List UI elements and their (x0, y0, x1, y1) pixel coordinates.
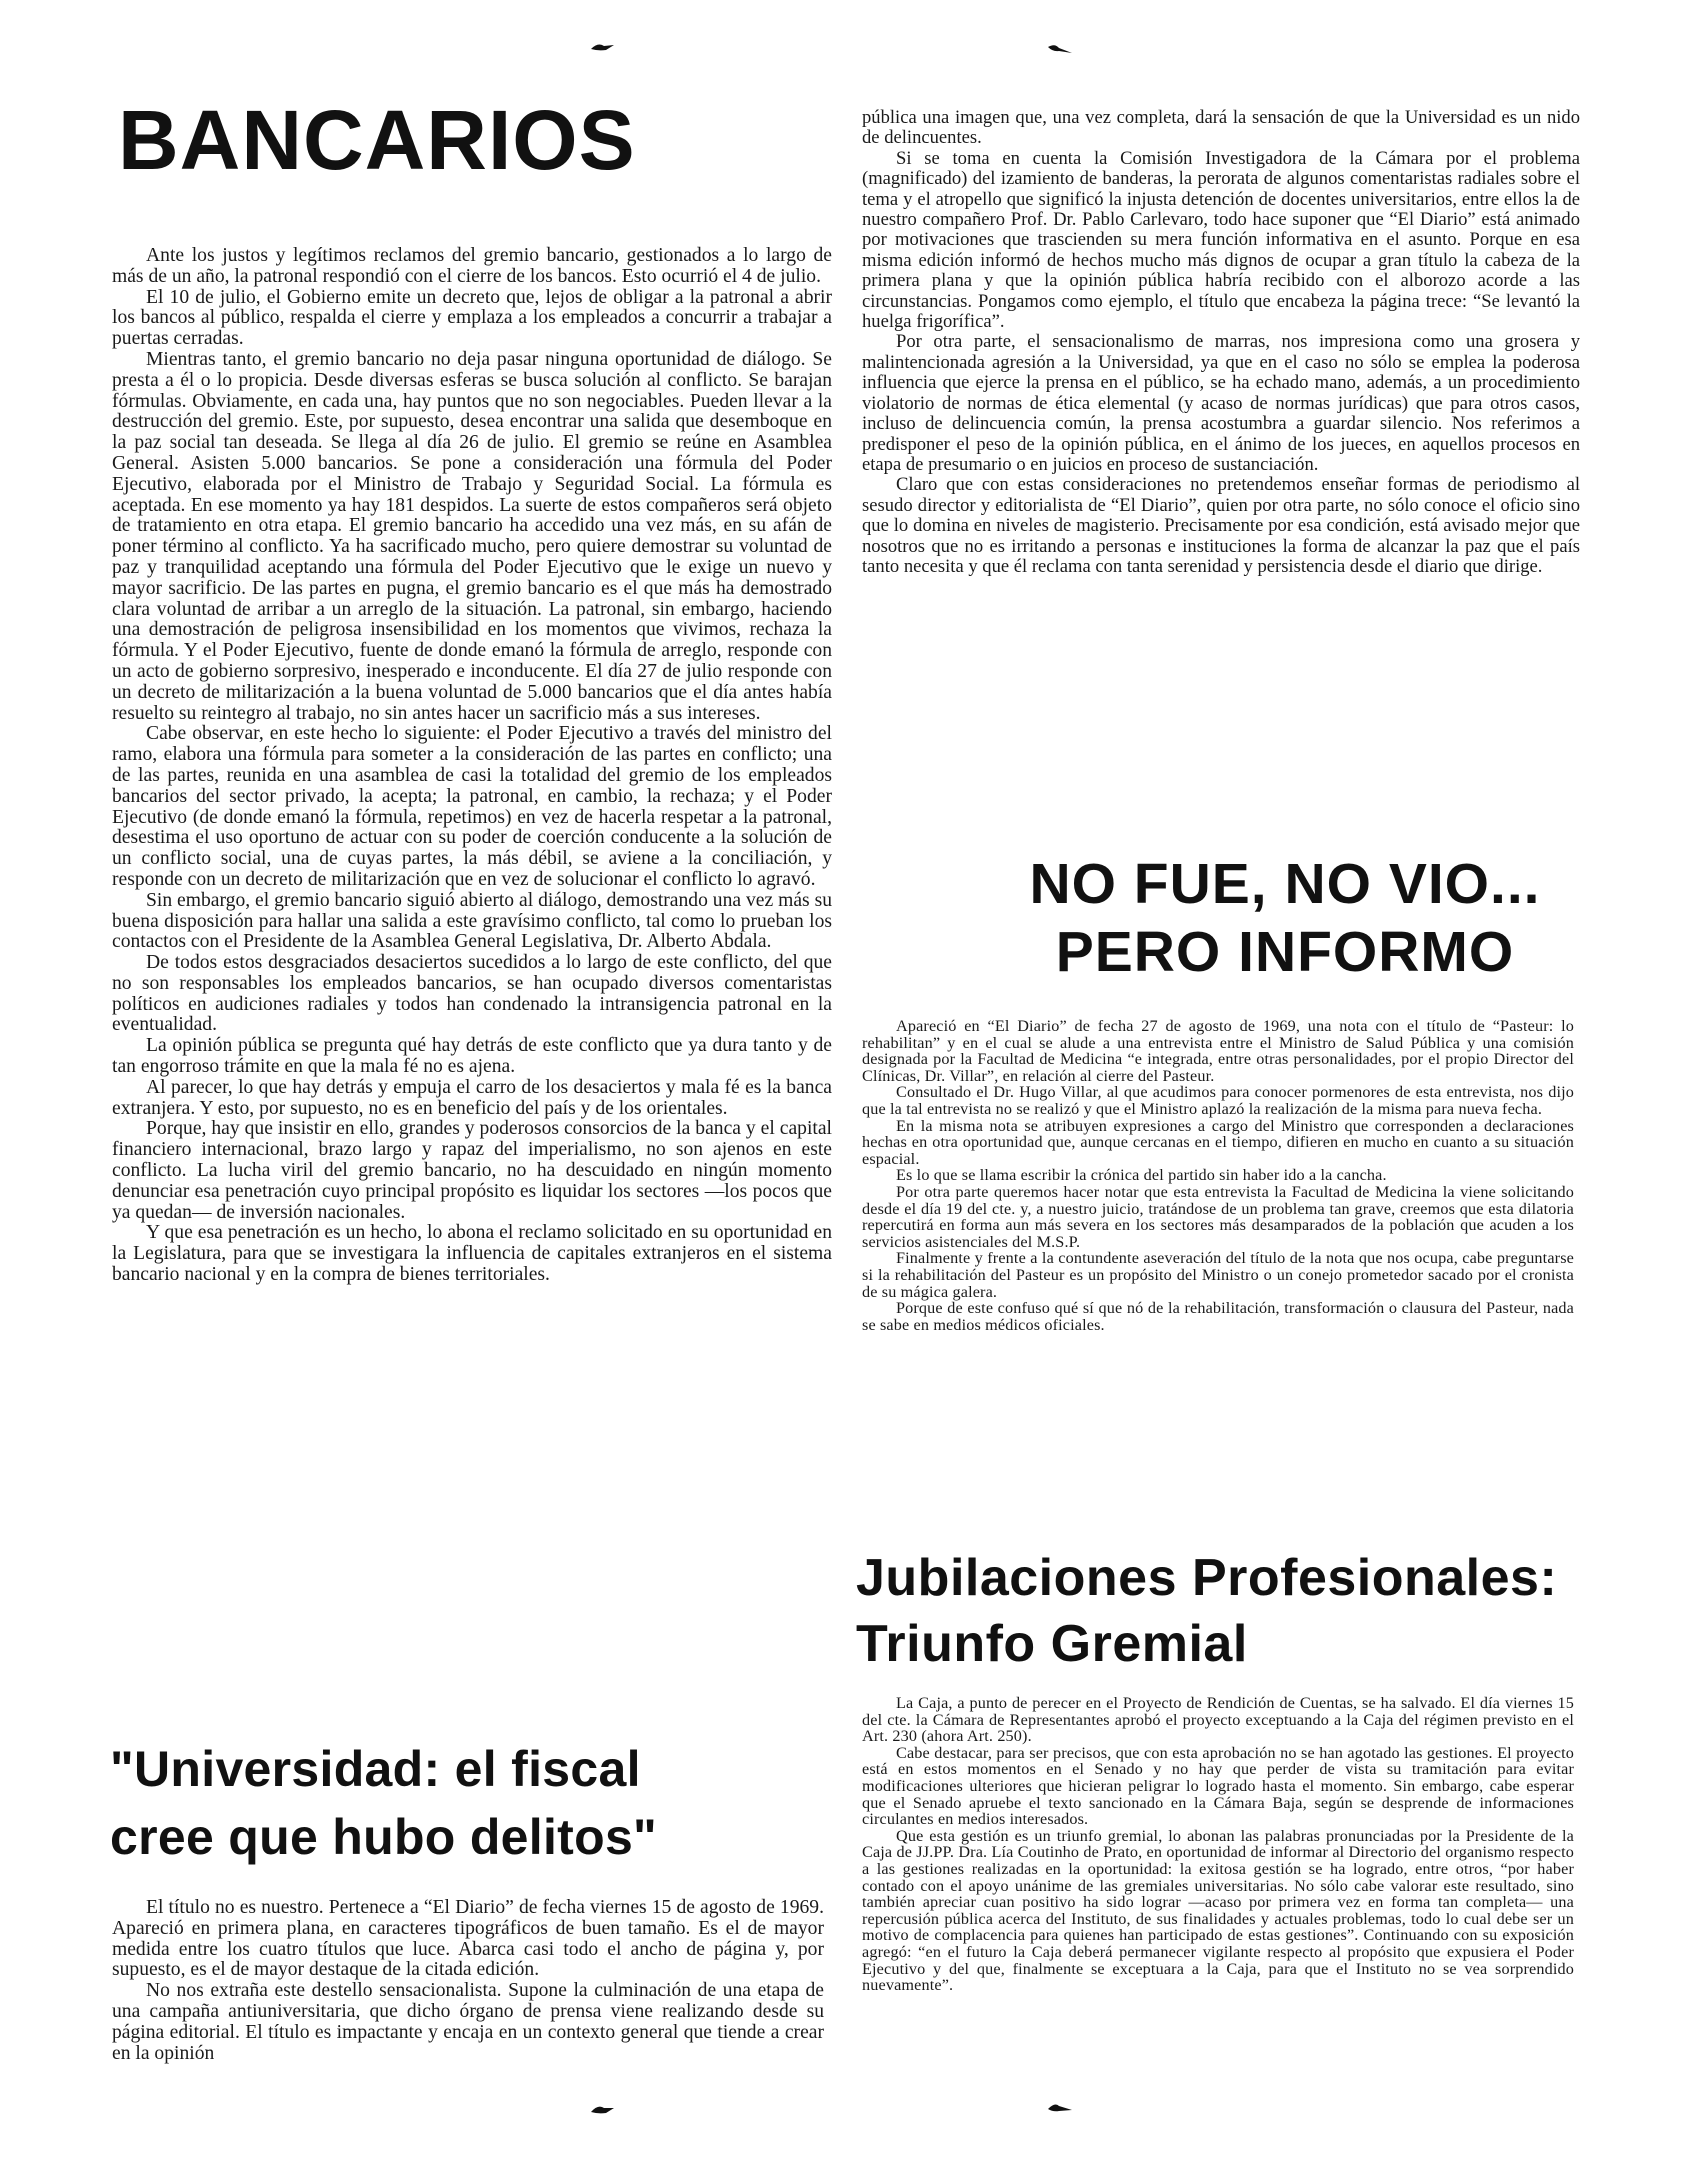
no-fue-title-line: PERO INFORMO (1055, 920, 1515, 984)
jubilaciones-title-line: Jubilaciones Profesionales: (856, 1549, 1558, 1607)
no-fue-paragraph: Apareció en “El Diario” de fecha 27 de agosto de 1969, una nota con el título de “Pasteur: lo rehabilitan” y en el cual se alude a una entrevista entre el Ministro de Salud Pública y una comisión designada por la Facultad de Medicina “e integrada, entre otras personalidades, por el propio Director del Clínicas, Dr. Villar”, en relación al cierre del Pasteur. (862, 1017, 1574, 1085)
universidad-title (110, 1735, 810, 1871)
bancarios-paragraph: Mientras tanto, el gremio bancario no deja pasar ninguna oportunidad de diálogo. Se presta a él o lo propicia. Desde diversas esferas se busca solución al conflicto. Se barajan fórmulas. Obviamente, en cada una, hay puntos que no son negociables. Pueden llevar a la destrucción del gremio. Este, por supuesto, desea encontrar una salida que desemboque en la paz social tan deseada. Se llega al día 26 de julio. El gremio se reúne en Asamblea General. Asisten 5.000 bancarios. Se pone a consideración una fórmula del Poder Ejecutivo, elaborada por el Ministro de Trabajo y Seguridad Social. La fórmula es aceptada. En ese momento ya hay 181 despidos. La suerte de estos compañeros será objeto de tratamiento en otra etapa. El gremio bancario ha accedido una vez más, en su afán de poner término al conflicto. Ya ha sacrificado mucho, pero quiere demostrar su voluntad de paz y tranquilidad aceptando una fórmula del Poder Ejecutivo que le exige un nuevo y mayor sacrificio. De las partes en pugna, el gremio bancario es el que más ha demostrado clara voluntad de arribar a un arreglo de la situación. La patronal, sin embargo, haciendo una demostración de peligrosa insensibilidad en los momentos que vivimos, rechaza la fórmula. Y el Poder Ejecutivo, fuente de donde emanó la fórmula de arreglo, responde con un acto de gobierno sorpresivo, inesperado e inconducente. El día 27 de julio responde con un decreto de militarización a la buena voluntad de 5.000 bancarios que el día antes había resuelto su reintegro al trabajo, no sin antes hacer un sacrificio más a sus intereses. (112, 348, 832, 724)
bancarios-paragraph: De todos estos desgraciados desaciertos sucedidos a lo largo de este conflicto, del que no son responsables los empleados bancarios, se han ocupado diversos comentaristas políticos en audiciones radiales y todos han condenado la intransigencia patronal en la eventualidad. (112, 952, 832, 1036)
bancarios-body (112, 246, 832, 1286)
bancarios-paragraph: La opinión pública se pregunta qué hay detrás de este conflicto que ya dura tanto y de tan engorroso trámite en que la mala fé no es ajena. (112, 1035, 832, 1078)
universidad-paragraph: Claro que con estas consideraciones no pretendemos enseñar formas de periodismo al sesudo director y editorialista de “El Diario”, quien por otra parte, no sólo conoce el oficio sino que lo domina en niveles de magisterio. Precisamente por esa condición, está avisado mejor que nosotros que no es irritando a personas e instituciones la forma de alcanzar la paz que el país tanto necesita y que él reclama con tanta serenidad y persistencia desde el diario que dirige. (862, 474, 1580, 577)
bancarios-paragraph: Ante los justos y legítimos reclamos del gremio bancario, gestionados a lo largo de más de un año, la patronal respondió con el cierre de los bancos. Esto ocurrió el 4 de julio. (112, 245, 832, 287)
jubilaciones-title-line: Triunfo Gremial (856, 1615, 1248, 1673)
no-fue-body (862, 1018, 1574, 1333)
registration-mark-bottom-left (590, 2102, 612, 2114)
bancarios-paragraph: El 10 de julio, el Gobierno emite un decreto que, lejos de obligar a la patronal a abrir los bancos al público, respalda el cierre y emplaza a los empleados a concurrir a trabajar a puertas cerradas. (112, 286, 832, 350)
universidad-paragraph: El título no es nuestro. Pertenece a “El Diario” de fecha viernes 15 de agosto de 1969. Apareció en primera plana, en caracteres tipográficos de buen tamaño. Es el de mayor medida entre los cuatro títulos que luce. Abarca casi todo el ancho de página y, por supuesto, es el de mayor destaque de la citada edición. (112, 1897, 824, 1981)
no-fue-paragraph: Por otra parte queremos hacer notar que esta entrevista la Facultad de Medicina la viene solicitando desde el día 19 del cte. y, a nuestro juicio, tratándose de un problema tan grave, creemos que esta dilatoria repercutirá en forma aun más severa en los sectores más desamparados de la población que acuden a los servicios asistenciales del M.S.P. (862, 1182, 1574, 1251)
no-fue-paragraph: Consultado el Dr. Hugo Villar, al que acudimos para conocer pormenores de esta entrevista, nos dijo que la tal entrevista no se realizó y que el Ministro aplazó la realización de la misma para nueva fecha. (862, 1083, 1574, 1118)
no-fue-paragraph: En la misma nota se atribuyen expresiones a cargo del Ministro que corresponden a declaraciones hechas en otra oportunidad que, aunque cercanas en el tiempo, difieren en mucho en cuanto a su situación espacial. (862, 1116, 1574, 1168)
no-fue-paragraph: Finalmente y frente a la contundente aseveración del título de la nota que nos ocupa, cabe preguntarse si la rehabilitación del Pasteur es un propósito del Ministro o un conejo prometedor sacado por el cronista de su mágica galera. (862, 1249, 1574, 1301)
no-fue-title-line: NO FUE, NO VIO... (1029, 852, 1541, 916)
universidad-body (112, 1898, 824, 2064)
bancarios-paragraph: Y que esa penetración es un hecho, lo abona el reclamo solicitado en su oportunidad en la Legislatura, para que se investigara la influencia de capitales extranjeros en el sistema bancario nacional y en la compra de bienes territoriales. (112, 1222, 832, 1286)
bancarios-paragraph: Porque, hay que insistir en ello, grandes y poderosos consorcios de la banca y el capital financiero internacional, brazo largo y rapaz del imperialismo, no son ajenos en este conflicto. La lucha viril del gremio bancario, no ha descuidado en ningún momento denunciar esa penetración cuyo principal propósito es liquidar los sectores —los pocos que ya quedan— de inversión nacionales. (112, 1118, 832, 1223)
universidad-continuation (862, 108, 1580, 577)
jubilaciones-paragraph: La Caja, a punto de perecer en el Proyecto de Rendición de Cuentas, se ha salvado. El día viernes 15 del cte. la Cámara de Representantes aprobó el proyecto exceptuando a la Caja del régimen previsto en el Art. 230 (ahora Art. 250). (862, 1694, 1574, 1746)
jubilaciones-paragraph: Que esta gestión es un triunfo gremial, lo abonan las palabras pronunciadas por la Presidente de la Caja de JJ.PP. Dra. Lía Coutinho de Prato, en oportunidad de informar al Directorio del organismo respecto a las gestiones realizadas en la oportunidad: la exitosa gestión se ha logrado, entre otros, “por haber contado con el apoyo unánime de las gremiales universitarias. No sólo cabe valorar este resultado, sino también apreciar cuan positivo ha sido lograr —acaso por primera vez en forma tan completa— una repercusión pública acerca del Instituto, de sus finalidades y actuales problemas, todo lo cual debe ser un motivo de complacencia para quienes han participado de estas gestiones”. Continuando con su exposición agregó: “en el futuro la Caja deberá permanecer vigilante respecto al propósito que expusiera el Poder Ejecutivo y del que, finalmente se exceptuara a la Caja, para que el Instituto no se vea sorprendido nuevamente”. (862, 1826, 1574, 1995)
no-fue-paragraph: Es lo que se llama escribir la crónica del partido sin haber ido a la cancha. (896, 1166, 1387, 1185)
bancarios-paragraph: Cabe observar, en este hecho lo siguiente: el Poder Ejecutivo a través del ministro del ramo, elabora una fórmula para someter a la consideración de las partes en conflicto; una de las partes, reunida en una asamblea de casi la totalidad del gremio de los empleados bancarios del sector privado, la acepta; la patronal, en cambio, la rechaza; y el Poder Ejecutivo (de donde emanó la fórmula, repetimos) en vez de hacerla respetar a la patronal, desestima el uso oportuno de actuar con su poder de coerción conducente a la solución de un conflicto social, una de cuyas partes, la más débil, se aviene a la conciliación, y responde con un decreto de militarización que en vez de solucionar el conflicto lo agravó. (112, 723, 832, 890)
registration-mark-top-left (590, 40, 612, 52)
universidad-paragraph: pública una imagen que, una vez completa, dará la sensación de que la Universidad es un nido de delincuentes. (862, 107, 1580, 149)
jubilaciones-body (862, 1695, 1574, 1994)
universidad-paragraph: Si se toma en cuenta la Comisión Investigadora de la Cámara por el problema (magnificado) del izamiento de banderas, la perorata de algunos comentaristas radiales sobre el tema y el atropello que significó la injusta detención de docentes universitarios, entre ellos la de nuestro compañero Prof. Dr. Pablo Carlevaro, todo hace suponer que “El Diario” está animado por motivaciones que trascienden su mera función informativa en el asunto. Porque en esa misma edición informó de hechos mucho más dignos de ocupar a gran título la cabeza de la primera plana y que la opinión pública habría recibido con el alborozo acorde a las circunstancias. Pongamos como ejemplo, el título que encabeza la página trece: “Se levantó la huelga frigorífica”. (862, 147, 1580, 333)
universidad-title-line: cree que hubo delitos" (110, 1809, 658, 1865)
universidad-title-line: "Universidad: el fiscal (110, 1741, 641, 1797)
registration-mark-top-right (1047, 42, 1069, 54)
registration-mark-bottom-right (1047, 2100, 1069, 2112)
no-fue-paragraph: Porque de este confuso qué sí que nó de la rehabilitación, transformación o clausura del Pasteur, nada se sabe en medios médicos oficiales. (862, 1299, 1574, 1334)
bancarios-title: BANCARIOS (118, 93, 636, 187)
no-fue-title (995, 850, 1575, 986)
bancarios-paragraph: Al parecer, lo que hay detrás y empuja el carro de los desaciertos y mala fé es la banca extranjera. Y esto, por supuesto, no es en beneficio del país y de los orientales. (112, 1076, 832, 1119)
jubilaciones-title (856, 1545, 1616, 1677)
universidad-paragraph: Por otra parte, el sensacionalismo de marras, nos impresiona como una grosera y malintencionada agresión a la Universidad, ya que en el caso no sólo se emplea la poderosa influencia que ejerce la prensa en el público, se ha echado mano, además, a un procedimiento violatorio de normas de ética elemental (y acaso de normas jurídicas) que para otros casos, incluso de delincuencia común, la prensa acostumbra a guardar silencio. Nos referimos a predisponer el peso de la opinión pública, en el ánimo de los jueces, en aquellos procesos en etapa de presumario o en juicios en proceso de sustanciación. (862, 331, 1580, 475)
jubilaciones-paragraph: Cabe destacar, para ser precisos, que con esta aprobación no se han agotado las gestiones. El proyecto está en estos momentos en el Senado y no hay que perder de vista su tramitación para evitar modificaciones ulteriores que hicieran peligrar lo logrado hasta el momento. Sin embargo, cabe esperar que el Senado apruebe el texto sancionado en la Cámara Baja, según se desprende de informaciones circulantes en medios interesados. (862, 1743, 1574, 1829)
universidad-paragraph: No nos extraña este destello sensacionalista. Supone la culminación de una etapa de una campaña antiuniversitaria, que dicho órgano de prensa viene realizando desde su página editorial. El título es impactante y encaja en un contexto general que tiende a crear en la opinión (112, 1980, 824, 2064)
bancarios-paragraph: Sin embargo, el gremio bancario siguió abierto al diálogo, demostrando una vez más su buena disposición para hallar una salida a este gravísimo conflicto, tal como lo prueban los contactos con el Presidente de la Asamblea General Legislativa, Dr. Alberto Abdala. (112, 889, 832, 953)
